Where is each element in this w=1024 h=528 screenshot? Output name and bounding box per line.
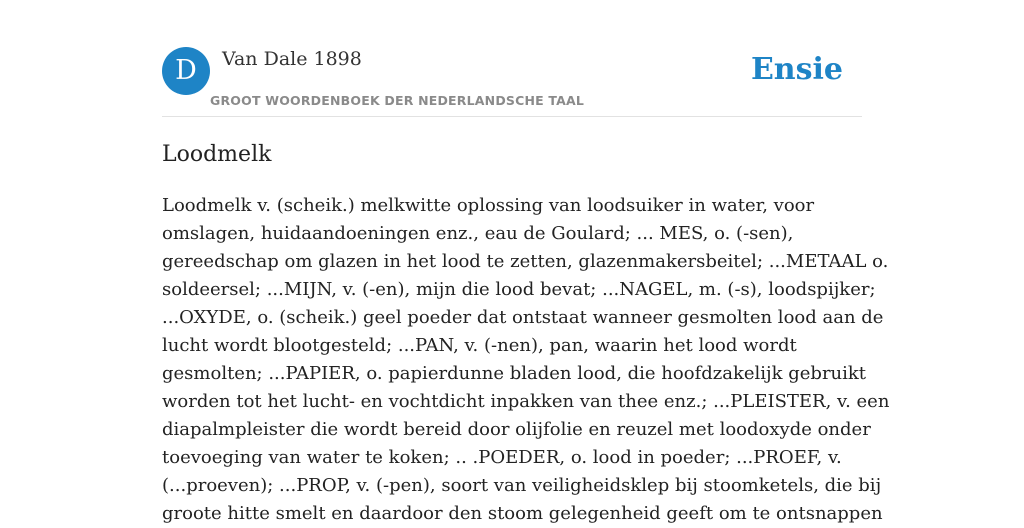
definition-line: lucht wordt blootgesteld; ...PAN, v. (-nen), pan, waarin het lood wordt [162,335,797,356]
definition-line: ...OXYDE, o. (scheik.) geel poeder dat ontstaat wanneer gesmolten lood aan de [162,307,884,328]
dictionary-source-title[interactable]: Van Dale 1898 [222,48,362,70]
entry-definition [162,192,890,528]
dictionary-source-subtitle: GROOT WOORDENBOEK DER NEDERLANDSCHE TAAL [210,93,585,108]
definition-line: toevoeging van water te koken; .. .POEDER, o. lood in poeder; ...PROEF, v. [162,447,842,468]
definition-line: worden tot het lucht- en vochtdicht inpakken van thee enz.; ...PLEISTER, v. een [162,391,890,412]
ensie-logo[interactable]: Ensie [750,52,843,87]
definition-line: gesmolten; ...PAPIER, o. papierdunne bladen lood, die hoofdzakelijk gebruikt [162,363,867,384]
definition-line: diapalmpleister die wordt bereid door olijfolie en reuzel met loodoxyde onder [162,419,871,440]
dictionary-avatar[interactable]: D [162,47,210,95]
entry-title: Loodmelk [162,142,272,167]
definition-line: Loodmelk v. (scheik.) melkwitte oplossing van loodsuiker in water, voor [162,195,815,216]
definition-line: groote hitte smelt en daardoor den stoom gelegenheid geeft om te ontsnappen [162,503,883,524]
definition-line: gereedschap om glazen in het lood te zetten, glazenmakersbeitel; ...METAAL o. [162,251,889,272]
definition-line: soldeersel; ...MIJN, v. (-en), mijn die lood bevat; ...NAGEL, m. (-s), loodspijker; [162,279,876,300]
definition-line: omslagen, huidaandoeningen enz., eau de Goulard; ... MES, o. (-sen), [162,223,794,244]
dictionary-header [162,47,862,117]
definition-line: (...proeven); ...PROP, v. (-pen), soort van veiligheidsklep bij stoomketels, die bij [162,475,882,496]
